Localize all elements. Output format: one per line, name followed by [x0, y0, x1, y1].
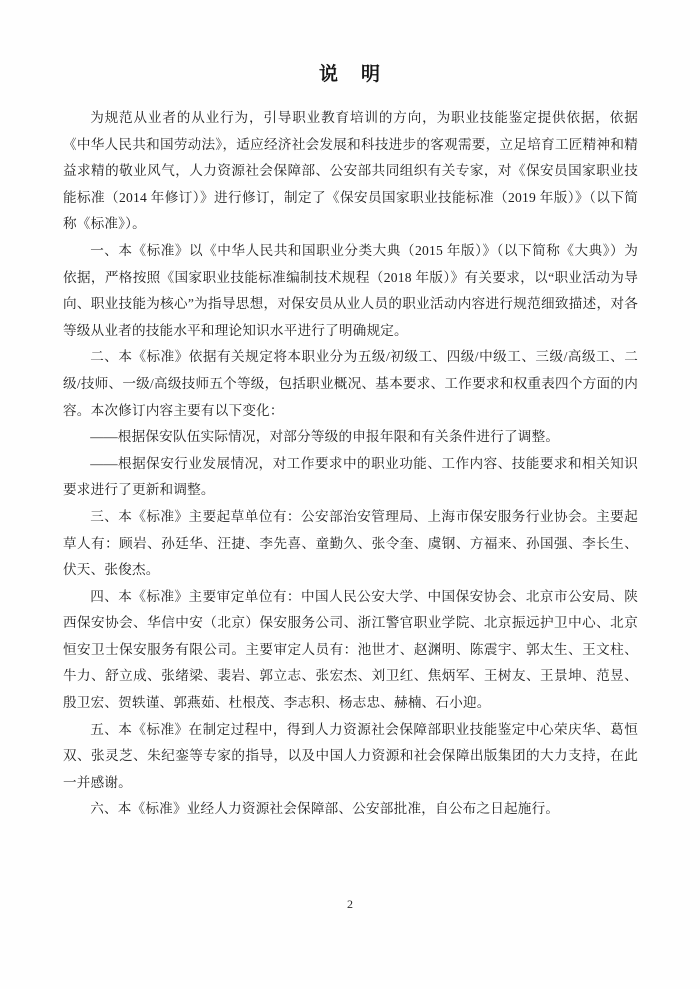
page-content: [63, 62, 638, 823]
paragraph: 四、本《标准》主要审定单位有：中国人民公安大学、中国保安协会、北京市公安局、陕西保安协会、华信中安（北京）保安服务公司、浙江警官职业学院、北京振远护卫中心、北京恒安卫士保安服务有限公司。主要审定人员有：池世才、赵渊明、陈震宇、郭太生、王文柱、牛力、舒立成、张绪梁、裴岩、郭立志、张宏杰、刘卫红、焦炳军、王树友、王景坤、范昱、殷卫宏、贺轶谨、郭燕茹、杜根茂、李志积、杨志忠、赫楠、石小迎。: [63, 588, 638, 711]
paragraph: 六、本《标准》业经人力资源社会保障部、公安部批准，自公布之日起施行。: [90, 801, 560, 817]
paragraph: 三、本《标准》主要起草单位有：公安部治安管理局、上海市保安服务行业协会。主要起草人有：顾岩、孙廷华、汪捷、李先喜、童勤久、张令奎、虞钢、方福来、孙国强、李长生、伏天、张俊杰。: [63, 508, 638, 578]
page-title: 说 明: [318, 64, 382, 85]
paragraph: 为规范从业者的从业行为，引导职业教育培训的方向，为职业技能鉴定提供依据，依据《中华人民共和国劳动法》，适应经济社会发展和科技进步的客观需要，立足培育工匠精神和精益求精的敬业风气，人力资源社会保障部、公安部共同组织有关专家，对《保安员国家职业技能标准（2014 年修订）》进行修订，制定了《保安员国家职业技能标准（2019 年版）》（以下简称《标准》）。: [63, 110, 638, 232]
paragraph: ——根据保安队伍实际情况，对部分等级的申报年限和有关条件进行了调整。: [90, 429, 560, 445]
paragraph: ——根据保安行业发展情况，对工作要求中的职业功能、工作内容、技能要求和相关知识要求进行了更新和调整。: [63, 455, 638, 498]
paragraph: 五、本《标准》在制定过程中，得到人力资源社会保障部职业技能鉴定中心荣庆华、葛恒双、张灵芝、朱纪銮等专家的指导，以及中国人力资源和社会保障出版集团的大力支持，在此一并感谢。: [63, 721, 638, 790]
paragraph: 一、本《标准》以《中华人民共和国职业分类大典（2015 年版）》（以下简称《大典》）为依据，严格按照《国家职业技能标准编制技术规程（2018 年版）》有关要求，以“职业活动为导向、职业技能为核心”为指导思想，对保安员从业人员的职业活动内容进行规范细致描述，对各等级从业者的技能水平和理论知识水平进行了明确规定。: [63, 242, 638, 338]
page-number: 2: [347, 897, 353, 911]
document-body: [63, 105, 638, 823]
paragraph: 二、本《标准》依据有关规定将本职业分为五级/初级工、四级/中级工、三级/高级工、二级/技师、一级/高级技师五个等级，包括职业概况、基本要求、工作要求和权重表四个方面的内容。本次修订内容主要有以下变化：: [63, 349, 638, 418]
